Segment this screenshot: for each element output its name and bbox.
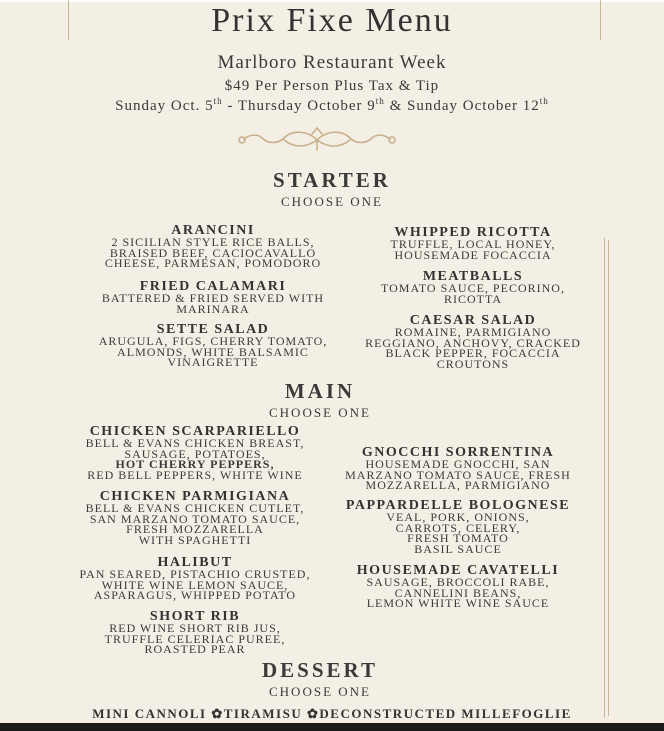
menu-title: Prix Fixe Menu <box>211 2 453 39</box>
dish-chicken-scarpariello: CHICKEN SCARPARIELLO BELL & EVANS CHICKEN BREAST, SAUSAGE, POTATOES, HOT CHERRY PEPPERS, RED BELL PEPPERS, WHITE WINE <box>66 425 324 480</box>
right-border-rule-outer <box>604 238 605 718</box>
dish-name: CHICKEN PARMIGIANA <box>99 489 291 504</box>
dish-name: HALIBUT <box>157 555 233 570</box>
dish-whipped-ricotta: WHIPPED RICOTTA TRUFFLE, LOCAL HONEY, HOUSEMADE FOCACCIA <box>344 226 602 260</box>
dish-halibut: HALIBUT PAN SEARED, PISTACHIO CRUSTED, WHITE WINE LEMON SAUCE, ASPARAGUS, WHIPPED POTATO <box>66 556 324 601</box>
starter-choose: CHOOSE ONE <box>281 194 383 209</box>
bottom-bar <box>0 723 664 731</box>
dish-caesar-salad: CAESAR SALAD ROMAINE, PARMIGIANO REGGIANO, ANCHOVY, CRACKED BLACK PEPPER, FOCACCIA CROUTONS <box>344 314 602 369</box>
dessert-item: DECONSTRUCTED MILLEFOGLIE <box>319 706 572 721</box>
dish-pappardelle-bolognese: PAPPARDELLE BOLOGNESE VEAL, PORK, ONIONS, CARROTS, CELERY, FRESH TOMATO BASIL SAUCE <box>328 499 588 554</box>
main-heading: MAIN <box>284 379 356 403</box>
dish-arancini: ARANCINI 2 SICILIAN STYLE RICE BALLS, BRAISED BEEF, CACIOCAVALLO CHEESE, PARMESAN, POMODORO <box>84 224 342 269</box>
dish-short-rib: SHORT RIB RED WINE SHORT RIB JUS, TRUFFLE CELERIAC PUREE, ROASTED PEAR <box>66 610 324 655</box>
price-line: $49 Per Person Plus Tax & Tip <box>224 78 440 94</box>
dessert-items <box>0 706 664 722</box>
dish-name: PAPPARDELLE BOLOGNESE <box>345 498 571 513</box>
dish-meatballs: MEATBALLS TOMATO SAUCE, PECORINO, RICOTTA <box>344 270 602 304</box>
dish-gnocchi-sorrentina: GNOCCHI SORRENTINA HOUSEMADE GNOCCHI, SAN MARZANO TOMATO SAUCE, FRESH MOZZARELLA, PARMIGIANO <box>328 446 588 491</box>
dish-name: CHICKEN SCARPARIELLO <box>89 424 301 439</box>
dish-name: FRIED CALAMARI <box>139 279 287 294</box>
flower-separator-icon: ✿ <box>306 706 320 721</box>
dessert-item: MINI CANNOLI <box>92 706 207 721</box>
dish-name: CAESAR SALAD <box>409 313 537 328</box>
flower-separator-icon: ✿ <box>211 706 224 721</box>
dish-name: GNOCCHI SORRENTINA <box>361 445 555 460</box>
starter-heading: STARTER <box>273 168 391 192</box>
dish-housemade-cavatelli: HOUSEMADE CAVATELLI SAUSAGE, BROCCOLI RABE, CANNELINI BEANS, LEMON WHITE WINE SAUCE <box>328 564 588 609</box>
main-choose: CHOOSE ONE <box>269 405 371 420</box>
dessert-item: TIRAMISU <box>223 706 303 721</box>
dates-line: Sunday Oct. 5th - Thursday October 9th & Sunday October 12th <box>115 96 549 114</box>
dish-sette-salad: SETTE SALAD ARUGULA, FIGS, CHERRY TOMATO, ALMONDS, WHITE BALSAMIC VINAIGRETTE <box>84 323 342 368</box>
dish-name: HOUSEMADE CAVATELLI <box>356 563 560 578</box>
dish-name: WHIPPED RICOTTA <box>394 225 552 240</box>
right-border-rule-inner <box>608 240 609 716</box>
dish-chicken-parmigiana: CHICKEN PARMIGIANA BELL & EVANS CHICKEN CUTLET, SAN MARZANO TOMATO SAUCE, FRESH MOZZARELLA WITH SPAGHETTI <box>66 490 324 545</box>
dessert-heading: DESSERT <box>262 658 378 682</box>
dish-name: ARANCINI <box>171 223 255 238</box>
dish-name: MEATBALLS <box>422 269 524 284</box>
dish-name: SETTE SALAD <box>156 322 270 337</box>
event-name: Marlboro Restaurant Week <box>217 52 447 73</box>
dish-fried-calamari: FRIED CALAMARI BATTERED & FRIED SERVED WITH MARINARA <box>84 280 342 314</box>
dessert-choose: CHOOSE ONE <box>269 684 371 699</box>
dish-name: SHORT RIB <box>149 609 241 624</box>
flourish-divider-icon <box>232 126 402 154</box>
